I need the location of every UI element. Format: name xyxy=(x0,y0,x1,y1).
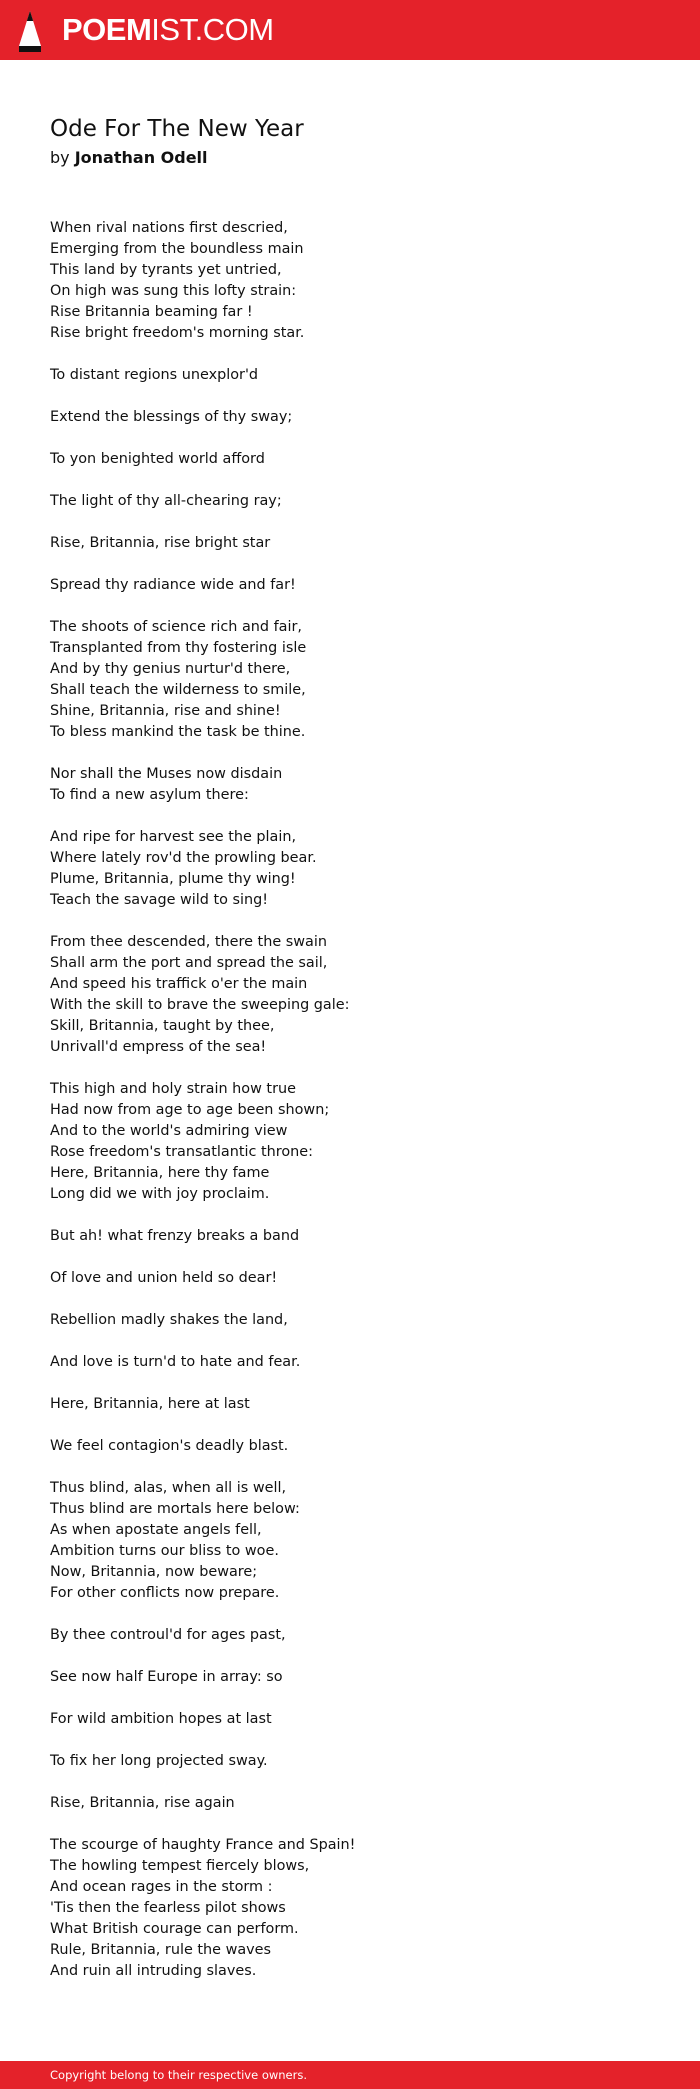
poem-stanza xyxy=(50,407,650,428)
poem-body xyxy=(50,218,650,2003)
poem-stanza xyxy=(50,1436,650,1457)
pencil-tip-icon[interactable] xyxy=(18,10,42,52)
poem-line: Here, Britannia, here thy fame xyxy=(50,1165,270,1181)
poem-line: Rise, Britannia, rise bright star xyxy=(50,535,271,551)
poem-line: Shall arm the port and spread the sail, xyxy=(50,955,328,971)
poem-line: Spread thy radiance wide and far! xyxy=(50,577,296,593)
poem-stanza xyxy=(50,1751,650,1772)
poem-line: Of love and union held so dear! xyxy=(50,1270,278,1286)
poem-stanza xyxy=(50,449,650,470)
poem-line: With the skill to brave the sweeping gale: xyxy=(50,997,350,1013)
poem-stanza xyxy=(50,1625,650,1646)
site-footer xyxy=(0,2061,700,2089)
poem-line: Nor shall the Muses now disdain xyxy=(50,766,283,782)
poem-title: Ode For The New Year xyxy=(50,116,304,142)
poem-line: The light of thy all-chearing ray; xyxy=(50,493,282,509)
poem-line: And ruin all intruding slaves. xyxy=(50,1963,257,1979)
poem-line: We feel contagion's deadly blast. xyxy=(50,1438,289,1454)
poem-stanza xyxy=(50,1709,650,1730)
poem-stanza xyxy=(50,1352,650,1373)
poem-line: Shall teach the wilderness to smile, xyxy=(50,682,306,698)
poem-stanza xyxy=(50,827,650,911)
poem-line: On high was sung this lofty strain: xyxy=(50,283,297,299)
poem-line: From thee descended, there the swain xyxy=(50,934,327,950)
poem-line: And by thy genius nurtur'd there, xyxy=(50,661,291,677)
poem-stanza xyxy=(50,533,650,554)
poem-line: See now half Europe in array: so xyxy=(50,1669,283,1685)
poem-line: To bless mankind the task be thine. xyxy=(50,724,306,740)
poem-line: For wild ambition hopes at last xyxy=(50,1711,272,1727)
poem-line: The shoots of science rich and fair, xyxy=(50,619,302,635)
poem-line: Rise bright freedom's morning star. xyxy=(50,325,305,341)
poem-line: This high and holy strain how true xyxy=(50,1081,296,1097)
poem-stanza xyxy=(50,617,650,743)
poem-line: Unrivall'd empress of the sea! xyxy=(50,1039,267,1055)
poem-line: Here, Britannia, here at last xyxy=(50,1396,250,1412)
poem-line: Rise, Britannia, rise again xyxy=(50,1795,235,1811)
byline xyxy=(50,147,208,169)
poem-line: And ocean rages in the storm : xyxy=(50,1879,273,1895)
poem-line: And to the world's admiring view xyxy=(50,1123,288,1139)
poem-line: Shine, Britannia, rise and shine! xyxy=(50,703,281,719)
poem-stanza xyxy=(50,1835,650,1982)
poem-stanza xyxy=(50,1079,650,1205)
poem-line: 'Tis then the fearless pilot shows xyxy=(50,1900,286,1916)
poem-line: To find a new asylum there: xyxy=(50,787,249,803)
poem-stanza xyxy=(50,575,650,596)
poem-line: Rose freedom's transatlantic throne: xyxy=(50,1144,313,1160)
poem-stanza xyxy=(50,1268,650,1289)
poem-line: The howling tempest fiercely blows, xyxy=(50,1858,310,1874)
poem-line: Transplanted from thy fostering isle xyxy=(50,640,307,656)
logo-bold-text: POEM xyxy=(62,12,152,47)
poem-stanza xyxy=(50,491,650,512)
poem-line: And speed his traffick o'er the main xyxy=(50,976,308,992)
poem-line: To fix her long projected sway. xyxy=(50,1753,268,1769)
poem-line: Now, Britannia, now beware; xyxy=(50,1564,258,1580)
poem-line: As when apostate angels fell, xyxy=(50,1522,262,1538)
poem-stanza xyxy=(50,764,650,806)
poem-line: And ripe for harvest see the plain, xyxy=(50,829,297,845)
poem-line: Plume, Britannia, plume thy wing! xyxy=(50,871,296,887)
poem-stanza xyxy=(50,365,650,386)
poem-stanza xyxy=(50,1394,650,1415)
poem-stanza xyxy=(50,932,650,1058)
poem-line: Thus blind are mortals here below: xyxy=(50,1501,300,1517)
poem-stanza xyxy=(50,1667,650,1688)
poem-stanza xyxy=(50,218,650,344)
poem-line: Rise Britannia beaming far ! xyxy=(50,304,253,320)
poem-line: When rival nations first descried, xyxy=(50,220,288,236)
poem-line: The scourge of haughty France and Spain! xyxy=(50,1837,356,1853)
poem-line: Extend the blessings of thy sway; xyxy=(50,409,293,425)
poem-line: Rule, Britannia, rule the waves xyxy=(50,1942,272,1958)
poem-line: What British courage can perform. xyxy=(50,1921,299,1937)
copyright-notice: Copyright belong to their respective owners. xyxy=(50,2068,308,2082)
poem-stanza xyxy=(50,1226,650,1247)
logo-light-text: IST.COM xyxy=(151,12,274,47)
by-label: by xyxy=(50,148,70,167)
poem-line: Long did we with joy proclaim. xyxy=(50,1186,270,1202)
poem-line: To yon benighted world afford xyxy=(50,451,265,467)
poem-line: Ambition turns our bliss to woe. xyxy=(50,1543,279,1559)
author-name[interactable]: Jonathan Odell xyxy=(74,148,208,167)
poem-line: And love is turn'd to hate and fear. xyxy=(50,1354,301,1370)
poem-line: Thus blind, alas, when all is well, xyxy=(50,1480,287,1496)
poem-line: Skill, Britannia, taught by thee, xyxy=(50,1018,275,1034)
poem-line: To distant regions unexplor'd xyxy=(50,367,259,383)
poem-stanza xyxy=(50,1478,650,1604)
poem-stanza xyxy=(50,1310,650,1331)
poem-line: Had now from age to age been shown; xyxy=(50,1102,330,1118)
poem-line: This land by tyrants yet untried, xyxy=(50,262,282,278)
poem-line: For other conflicts now prepare. xyxy=(50,1585,280,1601)
poem-stanza xyxy=(50,1793,650,1814)
poem-line: By thee controul'd for ages past, xyxy=(50,1627,286,1643)
poem-line: Where lately rov'd the prowling bear. xyxy=(50,850,317,866)
poem-line: Teach the savage wild to sing! xyxy=(50,892,269,908)
site-header xyxy=(0,0,700,60)
poem-line: Emerging from the boundless main xyxy=(50,241,304,257)
poem-line: Rebellion madly shakes the land, xyxy=(50,1312,288,1328)
site-logo[interactable] xyxy=(62,12,274,48)
poem-line: But ah! what frenzy breaks a band xyxy=(50,1228,300,1244)
